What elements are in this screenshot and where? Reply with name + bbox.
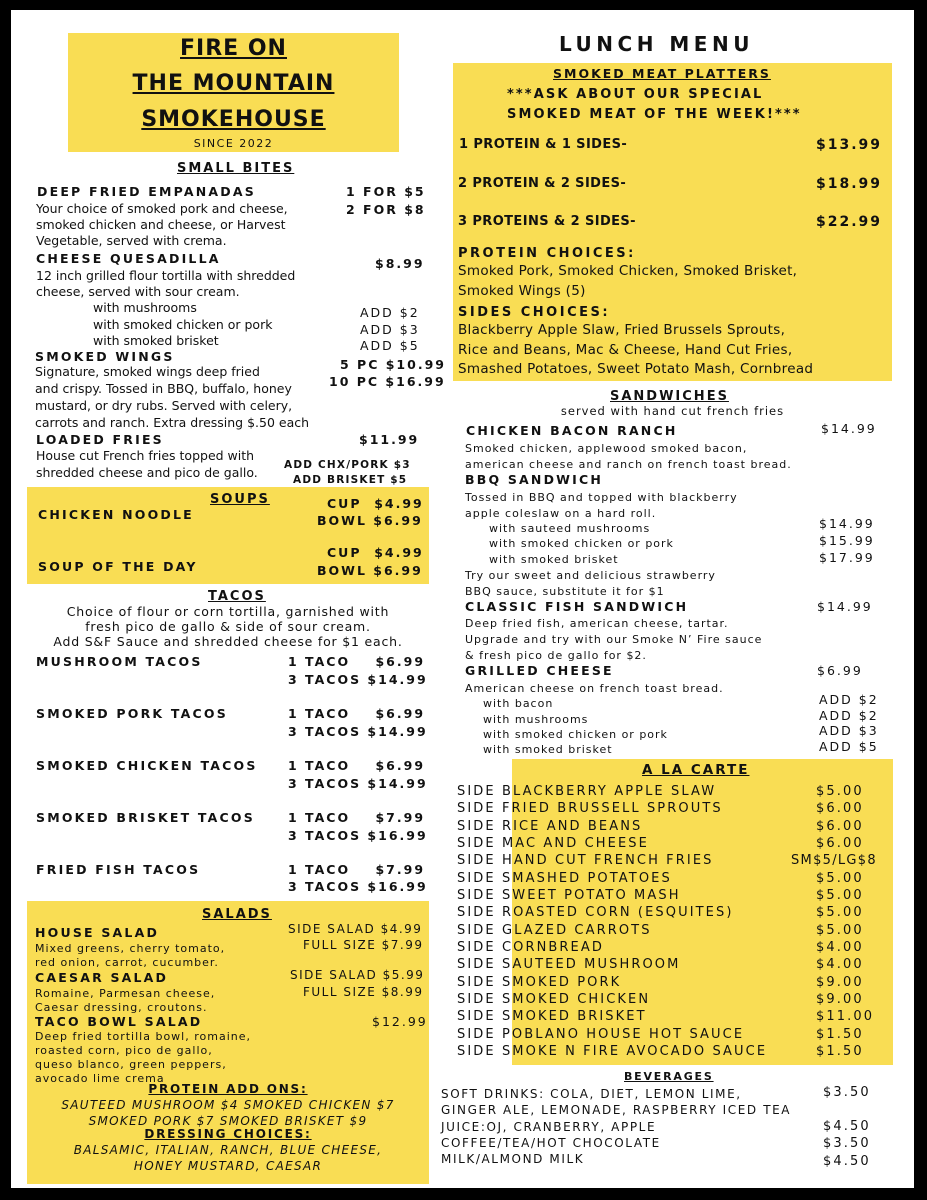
quesadilla-add-2: with smoked chicken or pork — [93, 317, 273, 332]
protein-add-ons-line-2: SMOKED PORK $7 SMOKED BRISKET $9 — [88, 1114, 368, 1128]
soup-2-bowl: BOWL $6.99 — [317, 563, 423, 578]
fish-sandwich-desc-2: Upgrade and try with our Smoke N’ Fire sauce — [465, 633, 763, 646]
soft-drinks-price: $3.50 — [823, 1085, 871, 1100]
platters-special-1: ***ASK ABOUT OUR SPECIAL — [507, 87, 764, 102]
side-item-3: SIDE RICE AND BEANS — [457, 819, 643, 834]
grilled-cheese-opt-4-price: ADD $5 — [819, 739, 879, 754]
taco-5-price-1: 1 TACO $7.99 — [288, 862, 426, 877]
caesar-salad-name: CAESAR SALAD — [35, 970, 169, 985]
chicken-bacon-ranch-price: $14.99 — [821, 421, 877, 436]
soups-heading: SOUPS — [210, 492, 270, 507]
taco-1-price-3: 3 TACOS $14.99 — [288, 672, 428, 687]
grilled-cheese-opt-2: with mushrooms — [483, 713, 589, 726]
quesadilla-price: $8.99 — [375, 256, 425, 271]
bbq-sandwich-desc-2: apple coleslaw on a hard roll. — [465, 507, 657, 520]
wings-desc-3: mustard, or dry rubs. Served with celery, — [35, 398, 293, 413]
wings-desc-2: and crispy. Tossed in BBQ, buffalo, honey — [35, 381, 292, 396]
side-item-5-price: SM$5/LG$8 — [791, 853, 877, 868]
soft-drinks-line-2: GINGER ALE, LEMONADE, RASPBERRY ICED TEA — [441, 1103, 792, 1117]
fish-sandwich-name: CLASSIC FISH SANDWICH — [465, 599, 689, 614]
restaurant-name-line-1: FIRE ON — [180, 36, 287, 61]
side-item-12: SIDE SMOKED PORK — [457, 975, 622, 990]
bbq-sandwich-name: BBQ SANDWICH — [465, 472, 604, 487]
soup-1-name: CHICKEN NOODLE — [38, 507, 194, 522]
platter-option-2-price: $18.99 — [816, 176, 883, 192]
quesadilla-add-2-price: ADD $3 — [360, 322, 420, 337]
soup-1-bowl: BOWL $6.99 — [317, 513, 423, 528]
protein-add-ons-title: PROTEIN ADD ONS: — [148, 1082, 308, 1096]
side-item-16: SIDE SMOKE N FIRE AVOCADO SAUCE — [457, 1044, 768, 1059]
chicken-bacon-ranch-desc-2: american cheese and ranch on french toast bread. — [465, 458, 792, 471]
taco-bowl-salad-desc-3: queso blanco, green peppers, — [35, 1058, 227, 1071]
juice-line: JUICE:OJ, CRANBERRY, APPLE — [441, 1120, 657, 1134]
platter-option-3-price: $22.99 — [816, 214, 883, 230]
chicken-bacon-ranch-desc-1: Smoked chicken, applewood smoked bacon, — [465, 442, 748, 455]
taco-5-name: FRIED FISH TACOS — [36, 862, 201, 877]
loaded-fries-desc-2: shredded cheese and pico de gallo. — [36, 465, 258, 480]
coffee-price: $3.50 — [823, 1136, 871, 1151]
wings-name: SMOKED WINGS — [35, 349, 175, 364]
sides-choices-line-1: Blackberry Apple Slaw, Fried Brussels Sprouts, — [458, 322, 786, 338]
since-label: SINCE 2022 — [193, 137, 274, 150]
taco-bowl-salad-desc-4: avocado lime crema — [35, 1072, 165, 1085]
taco-bowl-salad-name: TACO BOWL SALAD — [35, 1014, 203, 1029]
caesar-salad-desc-2: Caesar dressing, croutons. — [35, 1001, 208, 1014]
loaded-fries-desc-1: House cut French fries topped with — [36, 448, 255, 463]
protein-choices-title: PROTEIN CHOICES: — [458, 246, 636, 261]
fish-sandwich-price: $14.99 — [817, 599, 873, 614]
caesar-salad-desc-1: Romaine, Parmesan cheese, — [35, 987, 216, 1000]
loaded-fries-price: $11.99 — [359, 432, 420, 447]
quesadilla-add-3-price: ADD $5 — [360, 338, 420, 353]
loaded-fries-add-1: ADD CHX/PORK $3 — [284, 459, 411, 471]
taco-3-price-1: 1 TACO $6.99 — [288, 758, 426, 773]
taco-5-price-3: 3 TACOS $16.99 — [288, 879, 428, 894]
empanadas-desc-2: smoked chicken and cheese, or Harvest — [36, 217, 286, 232]
side-item-6: SIDE SMASHED POTATOES — [457, 871, 672, 886]
wings-price-1: 5 PC $10.99 — [340, 357, 446, 372]
fish-sandwich-desc-1: Deep fried fish, american cheese, tartar. — [465, 617, 729, 630]
dressing-choices-line-2: HONEY MUSTARD, CAESAR — [133, 1159, 323, 1173]
menu-title: LUNCH MENU — [559, 32, 754, 56]
house-salad-name: HOUSE SALAD — [35, 925, 160, 940]
side-item-4-price: $6.00 — [816, 836, 864, 851]
side-item-8-price: $5.00 — [816, 905, 864, 920]
platter-option-3-label: 3 PROTEINS & 2 SIDES- — [458, 214, 636, 229]
protein-add-ons-line-1: SAUTEED MUSHROOM $4 SMOKED CHICKEN $7 — [61, 1098, 395, 1112]
side-item-10-price: $4.00 — [816, 940, 864, 955]
taco-3-price-3: 3 TACOS $14.99 — [288, 776, 428, 791]
side-item-16-price: $1.50 — [816, 1044, 864, 1059]
side-item-3-price: $6.00 — [816, 819, 864, 834]
coffee-line: COFFEE/TEA/HOT CHOCOLATE — [441, 1136, 661, 1150]
bbq-sandwich-desc-1: Tossed in BBQ and topped with blackberry — [465, 491, 738, 504]
platters-heading: SMOKED MEAT PLATTERS — [553, 66, 771, 81]
side-item-11: SIDE SAUTEED MUSHROOM — [457, 957, 681, 972]
side-item-5: SIDE HAND CUT FRENCH FRIES — [457, 853, 714, 868]
grilled-cheese-opt-3-price: ADD $3 — [819, 723, 879, 738]
grilled-cheese-opt-1: with bacon — [483, 697, 554, 710]
taco-4-price-3: 3 TACOS $16.99 — [288, 828, 428, 843]
taco-3-name: SMOKED CHICKEN TACOS — [36, 758, 258, 773]
house-salad-price-1: SIDE SALAD $4.99 — [288, 922, 423, 936]
side-item-9-price: $5.00 — [816, 923, 864, 938]
taco-bowl-salad-desc-1: Deep fried tortilla bowl, romaine, — [35, 1030, 251, 1043]
side-item-12-price: $9.00 — [816, 975, 864, 990]
fish-sandwich-desc-3: & fresh pico de gallo for $2. — [465, 649, 647, 662]
dressing-choices-title: DRESSING CHOICES: — [144, 1127, 312, 1141]
grilled-cheese-desc-1: American cheese on french toast bread. — [465, 682, 724, 695]
milk-price: $4.50 — [823, 1154, 871, 1169]
milk-line: MILK/ALMOND MILK — [441, 1152, 585, 1166]
bbq-sandwich-opt-1: with sauteed mushrooms — [489, 522, 651, 535]
taco-2-price-3: 3 TACOS $14.99 — [288, 724, 428, 739]
sides-choices-title: SIDES CHOICES: — [458, 305, 611, 320]
side-item-7: SIDE SWEET POTATO MASH — [457, 888, 681, 903]
quesadilla-name: CHEESE QUESADILLA — [36, 251, 221, 266]
wings-desc-1: Signature, smoked wings deep fried — [35, 364, 260, 379]
side-item-1-price: $5.00 — [816, 784, 864, 799]
caesar-salad-price-2: FULL SIZE $8.99 — [303, 985, 424, 999]
side-item-15: SIDE POBLANO HOUSE HOT SAUCE — [457, 1027, 745, 1042]
bbq-sandwich-opt-1-price: $14.99 — [819, 516, 875, 531]
a-la-carte-heading: A LA CARTE — [642, 762, 750, 778]
platters-special-2: SMOKED MEAT OF THE WEEK!*** — [507, 107, 802, 122]
side-item-14: SIDE SMOKED BRISKET — [457, 1009, 647, 1024]
grilled-cheese-opt-2-price: ADD $2 — [819, 708, 879, 723]
house-salad-price-2: FULL SIZE $7.99 — [303, 938, 424, 952]
loaded-fries-name: LOADED FRIES — [36, 432, 164, 447]
platter-option-1-price: $13.99 — [816, 137, 883, 153]
side-item-2-price: $6.00 — [816, 801, 864, 816]
taco-bowl-salad-price: $12.99 — [372, 1014, 428, 1029]
grilled-cheese-opt-3: with smoked chicken or pork — [483, 728, 668, 741]
side-item-8: SIDE ROASTED CORN (ESQUITES) — [457, 905, 734, 920]
quesadilla-desc-2: cheese, served with sour cream. — [36, 284, 240, 299]
wings-desc-4: carrots and ranch. Extra dressing $.50 each — [35, 415, 310, 430]
wings-price-2: 10 PC $16.99 — [329, 374, 446, 389]
side-item-7-price: $5.00 — [816, 888, 864, 903]
bbq-sandwich-opt-3-price: $17.99 — [819, 550, 875, 565]
empanadas-price-2: 2 FOR $8 — [346, 202, 426, 217]
grilled-cheese-opt-4: with smoked brisket — [483, 743, 613, 756]
small-bites-heading: SMALL BITES — [177, 161, 295, 176]
platter-option-2-label: 2 PROTEIN & 2 SIDES- — [458, 176, 627, 191]
grilled-cheese-name: GRILLED CHEESE — [465, 663, 614, 678]
soup-1-cup: CUP $4.99 — [327, 496, 424, 511]
taco-4-name: SMOKED BRISKET TACOS — [36, 810, 255, 825]
tacos-desc-2: fresh pico de gallo & side of sour cream. — [85, 619, 371, 634]
sides-choices-line-3: Smashed Potatoes, Sweet Potato Mash, Cornbread — [458, 361, 814, 377]
restaurant-name-line-3: SMOKEHOUSE — [141, 107, 326, 132]
side-item-10: SIDE CORNBREAD — [457, 940, 604, 955]
loaded-fries-add-2: ADD BRISKET $5 — [293, 474, 408, 486]
empanadas-desc-1: Your choice of smoked pork and cheese, — [36, 201, 288, 216]
side-item-14-price: $11.00 — [816, 1009, 875, 1024]
quesadilla-desc-1: 12 inch grilled flour tortilla with shredded — [36, 268, 296, 283]
taco-bowl-salad-desc-2: roasted corn, pico de gallo, — [35, 1044, 213, 1057]
side-item-11-price: $4.00 — [816, 957, 864, 972]
tacos-desc-3: Add S&F Sauce and shredded cheese for $1 each. — [53, 634, 403, 649]
side-item-13: SIDE SMOKED CHICKEN — [457, 992, 651, 1007]
empanadas-name: DEEP FRIED EMPANADAS — [37, 184, 256, 199]
bbq-sandwich-note-1: Try our sweet and delicious strawberry — [465, 569, 716, 582]
empanadas-price-1: 1 FOR $5 — [346, 184, 426, 199]
juice-price: $4.50 — [823, 1119, 871, 1134]
soup-2-name: SOUP OF THE DAY — [38, 559, 198, 574]
taco-2-name: SMOKED PORK TACOS — [36, 706, 228, 721]
empanadas-desc-3: Vegetable, served with crema. — [36, 233, 227, 248]
salads-heading: SALADS — [202, 907, 272, 922]
side-item-13-price: $9.00 — [816, 992, 864, 1007]
tacos-desc-1: Choice of flour or corn tortilla, garnished with — [66, 604, 390, 619]
taco-4-price-1: 1 TACO $7.99 — [288, 810, 426, 825]
restaurant-name-line-2: THE MOUNTAIN — [132, 71, 335, 96]
sides-choices-line-2: Rice and Beans, Mac & Cheese, Hand Cut Fries, — [458, 342, 793, 358]
quesadilla-add-1-price: ADD $2 — [360, 305, 420, 320]
protein-choices-line-2: Smoked Wings (5) — [458, 283, 586, 299]
sandwiches-heading: SANDWICHES — [610, 389, 729, 404]
side-item-2: SIDE FRIED BRUSSELL SPROUTS — [457, 801, 723, 816]
menu-page — [11, 10, 914, 1188]
bbq-sandwich-opt-2-price: $15.99 — [819, 533, 875, 548]
side-item-6-price: $5.00 — [816, 871, 864, 886]
bbq-sandwich-opt-3: with smoked brisket — [489, 553, 619, 566]
bbq-sandwich-note-2: BBQ sauce, substitute it for $1 — [465, 585, 665, 598]
grilled-cheese-price: $6.99 — [817, 663, 863, 678]
beverages-heading: BEVERAGES — [624, 1070, 714, 1083]
house-salad-desc-2: red onion, carrot, cucumber. — [35, 956, 219, 969]
soup-2-cup: CUP $4.99 — [327, 545, 424, 560]
sandwiches-subtitle: served with hand cut french fries — [560, 404, 785, 418]
side-item-1: SIDE BLACKBERRY APPLE SLAW — [457, 784, 717, 799]
caesar-salad-price-1: SIDE SALAD $5.99 — [290, 968, 425, 982]
tacos-heading: TACOS — [208, 589, 266, 604]
side-item-15-price: $1.50 — [816, 1027, 864, 1042]
side-item-4: SIDE MAC AND CHEESE — [457, 836, 649, 851]
taco-1-price-1: 1 TACO $6.99 — [288, 654, 426, 669]
bbq-sandwich-opt-2: with smoked chicken or pork — [489, 537, 674, 550]
taco-2-price-1: 1 TACO $6.99 — [288, 706, 426, 721]
chicken-bacon-ranch-name: CHICKEN BACON RANCH — [466, 423, 678, 438]
protein-choices-line-1: Smoked Pork, Smoked Chicken, Smoked Brisket, — [458, 263, 798, 279]
house-salad-desc-1: Mixed greens, cherry tomato, — [35, 942, 226, 955]
quesadilla-add-3: with smoked brisket — [93, 333, 219, 348]
side-item-9: SIDE GLAZED CARROTS — [457, 923, 652, 938]
taco-1-name: MUSHROOM TACOS — [36, 654, 203, 669]
dressing-choices-line-1: BALSAMIC, ITALIAN, RANCH, BLUE CHEESE, — [73, 1143, 383, 1157]
quesadilla-add-1: with mushrooms — [93, 300, 197, 315]
soft-drinks-line-1: SOFT DRINKS: COLA, DIET, LEMON LIME, — [441, 1087, 742, 1101]
platter-option-1-label: 1 PROTEIN & 1 SIDES- — [459, 137, 628, 152]
grilled-cheese-opt-1-price: ADD $2 — [819, 692, 879, 707]
